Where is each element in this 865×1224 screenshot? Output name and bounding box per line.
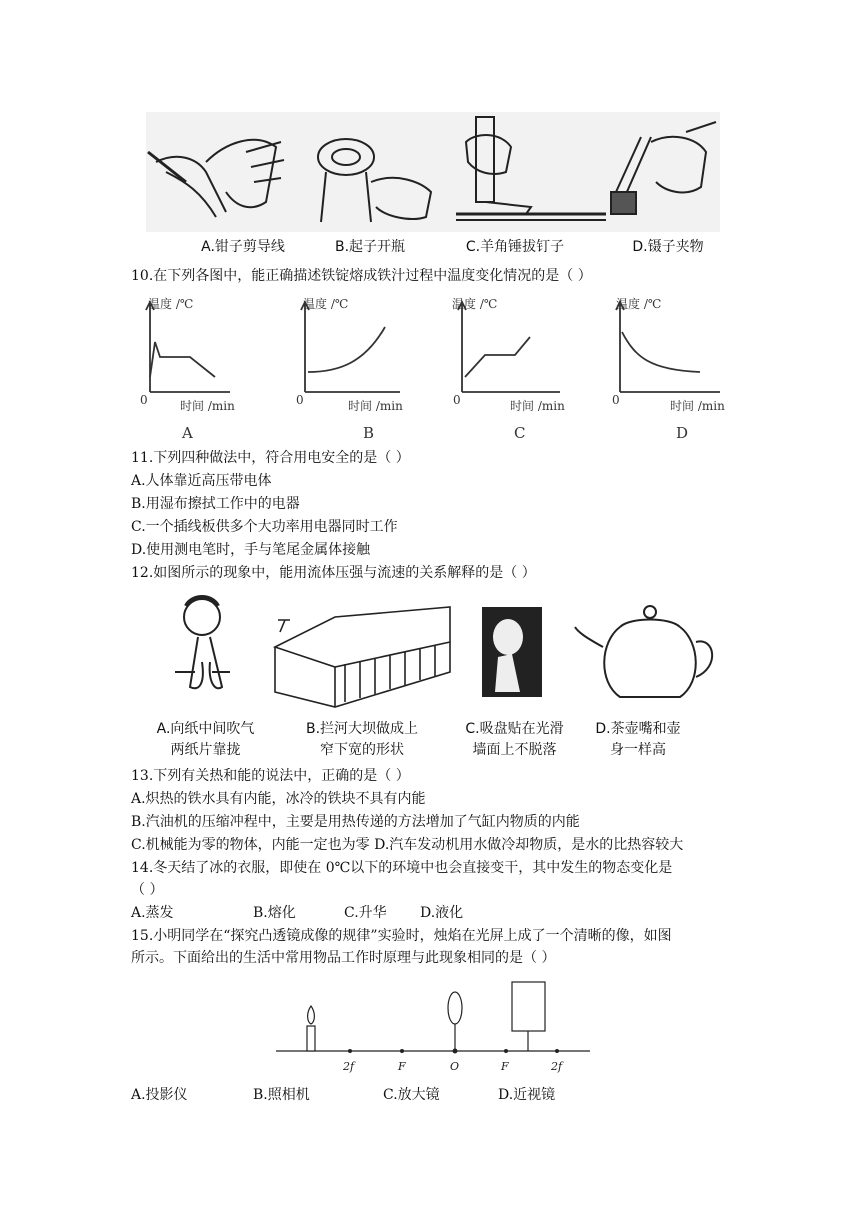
- label-f-right: F: [501, 1060, 509, 1073]
- graph-c-xlabel: 时间 /min: [510, 399, 565, 413]
- tools-illustration: [146, 112, 720, 232]
- q14-option-b: B.熔化: [253, 905, 296, 921]
- q11-option-c: C.一个插线板供多个大功率用电器同时工作: [131, 519, 398, 535]
- q12-caption-c-line2: 墙面上不脱落: [472, 742, 557, 758]
- tools-image-strip: [146, 112, 720, 232]
- q13-option-a: A.炽热的铁水具有内能，冰冷的铁块不具有内能: [131, 791, 426, 807]
- q12-question: 12.如图所示的现象中，能用流体压强与流速的关系解释的是（ ）: [131, 565, 536, 581]
- label-2f-right: 2f: [551, 1060, 563, 1073]
- blowing-paper-illustration: [175, 597, 230, 688]
- graph-a-letter: A: [182, 424, 193, 442]
- bottle-opener-illustration: [318, 139, 431, 222]
- q11-option-b: B.用湿布擦拭工作中的电器: [131, 496, 300, 512]
- q11-option-d: D.使用测电笔时，手与笔尾金属体接触: [131, 542, 371, 558]
- graph-d-ylabel: 温度 /℃: [616, 297, 662, 311]
- label-2f-left: 2f: [343, 1060, 355, 1073]
- q14-option-c: C.升华: [344, 905, 387, 921]
- q15-option-a: A.投影仪: [131, 1087, 188, 1103]
- light-screen: [512, 982, 545, 1031]
- q11-option-a: A.人体靠近高压带电体: [131, 473, 272, 489]
- q12-caption-a-line1: A.向纸中间吹气: [156, 721, 255, 737]
- graph-a-xlabel: 时间 /min: [180, 399, 235, 413]
- q9-caption-b: B.起子开瓶: [334, 239, 406, 255]
- q15-option-d: D.近视镜: [498, 1087, 556, 1103]
- graph-c: [458, 302, 560, 392]
- q15-option-c: C.放大镜: [383, 1087, 440, 1103]
- q12-illustrations: [160, 592, 720, 714]
- graph-b-xlabel: 时间 /min: [348, 399, 403, 413]
- q14-option-a: A.蒸发: [131, 905, 174, 921]
- q10-question: 10.在下列各图中，能正确描述铁锭熔成铁汁过程中温度变化情况的是（ ）: [131, 268, 592, 284]
- q12-caption-c-line1: C.吸盘贴在光滑: [465, 721, 564, 737]
- q13-option-b: B.汽油机的压缩冲程中，主要是用热传递的方法增加了气缸内物质的内能: [131, 814, 580, 830]
- q15-option-b: B.照相机: [253, 1087, 310, 1103]
- dam-illustration: [275, 607, 450, 707]
- q10-graphs: [130, 292, 740, 442]
- label-f-left: F: [398, 1060, 406, 1073]
- graph-c-ylabel: 温度 /℃: [452, 297, 498, 311]
- candle-flame: [308, 1006, 315, 1024]
- q15-question-line1: 15.小明同学在“探究凸透镜成像的规律”实验时，烛焰在光屏上成了一个清晰的像，如图: [131, 928, 672, 944]
- graph-b-origin: 0: [296, 393, 304, 407]
- q14-option-d: D.液化: [420, 905, 464, 921]
- graph-b-letter: B: [363, 424, 375, 442]
- q14-question-line1: 14.冬天结了冰的衣服，即使在 0℃以下的环境中也会直接变干，其中发生的物态变化是: [131, 860, 673, 876]
- graph-c-letter: C: [514, 424, 526, 442]
- q12-caption-d-line1: D.茶壶嘴和壶: [595, 721, 681, 737]
- graph-a-ylabel: 温度 /℃: [148, 297, 194, 311]
- q12-caption-d-line2: 身一样高: [610, 742, 666, 758]
- q12-caption-a-line2: 两纸片靠拢: [170, 742, 241, 758]
- tweezers-illustration: [611, 122, 716, 214]
- graph-d-origin: 0: [612, 393, 620, 407]
- graph-b-ylabel: 温度 /℃: [303, 297, 349, 311]
- pliers-cutting-wire-illustration: [148, 140, 284, 217]
- graph-c-origin: 0: [453, 393, 461, 407]
- q14-question-line2: （ ）: [131, 882, 164, 898]
- graph-b: [301, 302, 400, 392]
- label-o: O: [450, 1060, 460, 1073]
- q9-caption-a: A.钳子剪导线: [201, 239, 285, 255]
- graph-a: [146, 302, 230, 392]
- graph-d-letter: D: [676, 424, 689, 442]
- q12-caption-b-line2: 窄下宽的形状: [320, 742, 404, 758]
- graph-d: [616, 302, 720, 392]
- teapot-illustration: [575, 606, 712, 697]
- q12-caption-b-line1: B.拦河大坝做成上: [305, 721, 419, 737]
- lens-diagram: [270, 978, 595, 1073]
- claw-hammer-illustration: [456, 117, 606, 220]
- q9-caption-d: D.镊子夹物: [632, 239, 704, 255]
- q11-question: 11.下列四种做法中，符合用电安全的是（ ）: [131, 450, 410, 466]
- q15-question-line2: 所示。下面给出的生活中常用物品工作时原理与此现象相同的是（ ）: [131, 950, 556, 966]
- graph-d-xlabel: 时间 /min: [670, 399, 725, 413]
- q13-option-cd: C.机械能为零的物体，内能一定也为零 D.汽车发动机用水做冷却物质，是水的比热容较大: [131, 837, 684, 853]
- q9-caption-c: C.羊角锤拔钉子: [465, 239, 565, 255]
- candle: [307, 1026, 315, 1051]
- q13-question: 13.下列有关热和能的说法中，正确的是（ ）: [131, 768, 410, 784]
- graph-a-origin: 0: [140, 393, 148, 407]
- convex-lens: [448, 992, 462, 1024]
